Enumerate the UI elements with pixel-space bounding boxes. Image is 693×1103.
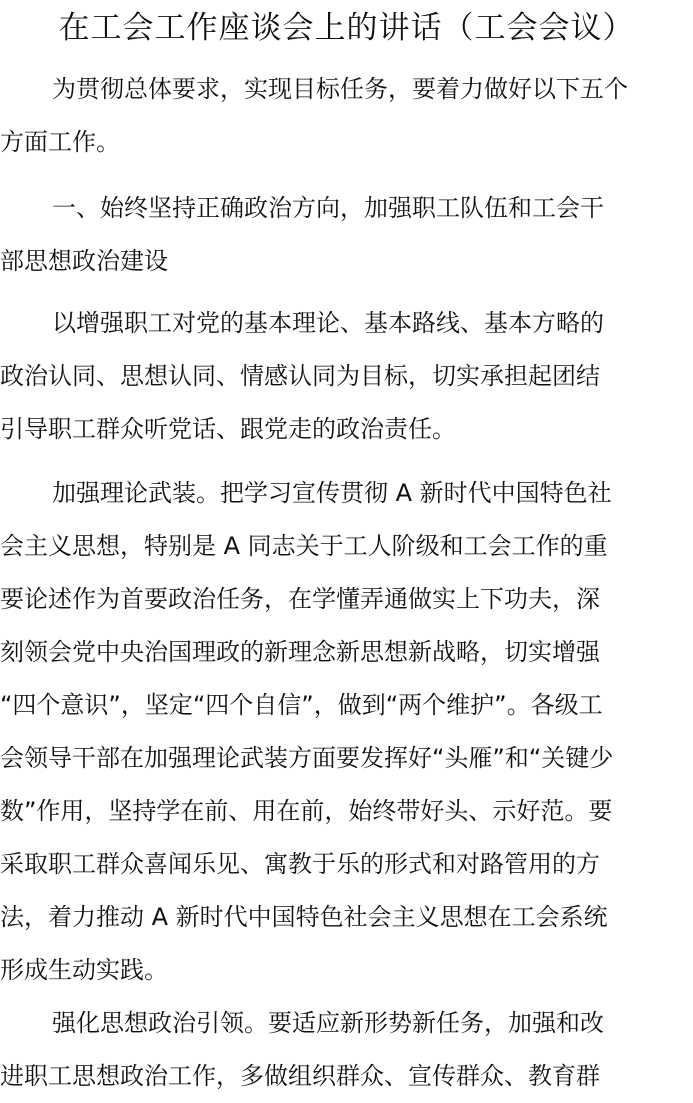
text-line: 数”作用，坚持学在前、用在前，始终带好头、示好范。要: [0, 797, 613, 825]
text-line: 刻领会党中央治国理政的新理念新思想新战略，切实增强: [0, 638, 600, 666]
text-line: “四个意识”，坚定“四个自信”，做到“两个维护”。各级工: [0, 691, 603, 719]
text-line: 部思想政治建设: [0, 247, 168, 275]
text-line: 为贯彻总体要求，实现目标任务，要着力做好以下五个: [52, 75, 628, 103]
paragraph-theory-arming: [0, 467, 613, 997]
document-title: 在工会工作座谈会上的讲话（工会会议）: [58, 10, 635, 46]
text-line: 进职工思想政治工作，多做组织群众、宣传群众、教育群: [0, 1062, 600, 1090]
text-line: 政治认同、思想认同、情感认同为目标，切实承担起团结: [0, 362, 600, 390]
text-line: 要论述作为首要政治任务，在学懂弄通做实上下功夫，深: [0, 585, 600, 613]
text-line: 引导职工群众听党话、跟党走的政治责任。: [0, 415, 456, 443]
text-line: 一、始终坚持正确政治方向，加强职工队伍和工会干: [52, 194, 604, 222]
text-line: 会主义思想，特别是 A 同志关于工人阶级和工会工作的重: [0, 532, 608, 560]
text-line: 加强理论武装。把学习宣传贯彻 A 新时代中国特色社: [52, 479, 612, 507]
text-line: 方面工作。: [0, 128, 120, 156]
text-line: 会领导干部在加强理论武装方面要发挥好“头雁”和“关键少: [0, 744, 614, 772]
text-line: 强化思想政治引领。要适应新形势新任务，加强和改: [52, 1009, 604, 1037]
text-line: 形成生动实践。: [0, 956, 168, 984]
paragraph-section-1-intro: [0, 297, 604, 456]
text-line: 以增强职工对党的基本理论、基本路线、基本方略的: [52, 309, 604, 337]
section-heading-1: [0, 182, 604, 288]
paragraph-intro: [0, 63, 628, 169]
paragraph-ideological-guidance: [0, 997, 604, 1103]
text-line: 法，着力推动 A 新时代中国特色社会主义思想在工会系统: [0, 903, 608, 931]
text-line: 采取职工群众喜闻乐见、寓教于乐的形式和对路管用的方: [0, 850, 600, 878]
